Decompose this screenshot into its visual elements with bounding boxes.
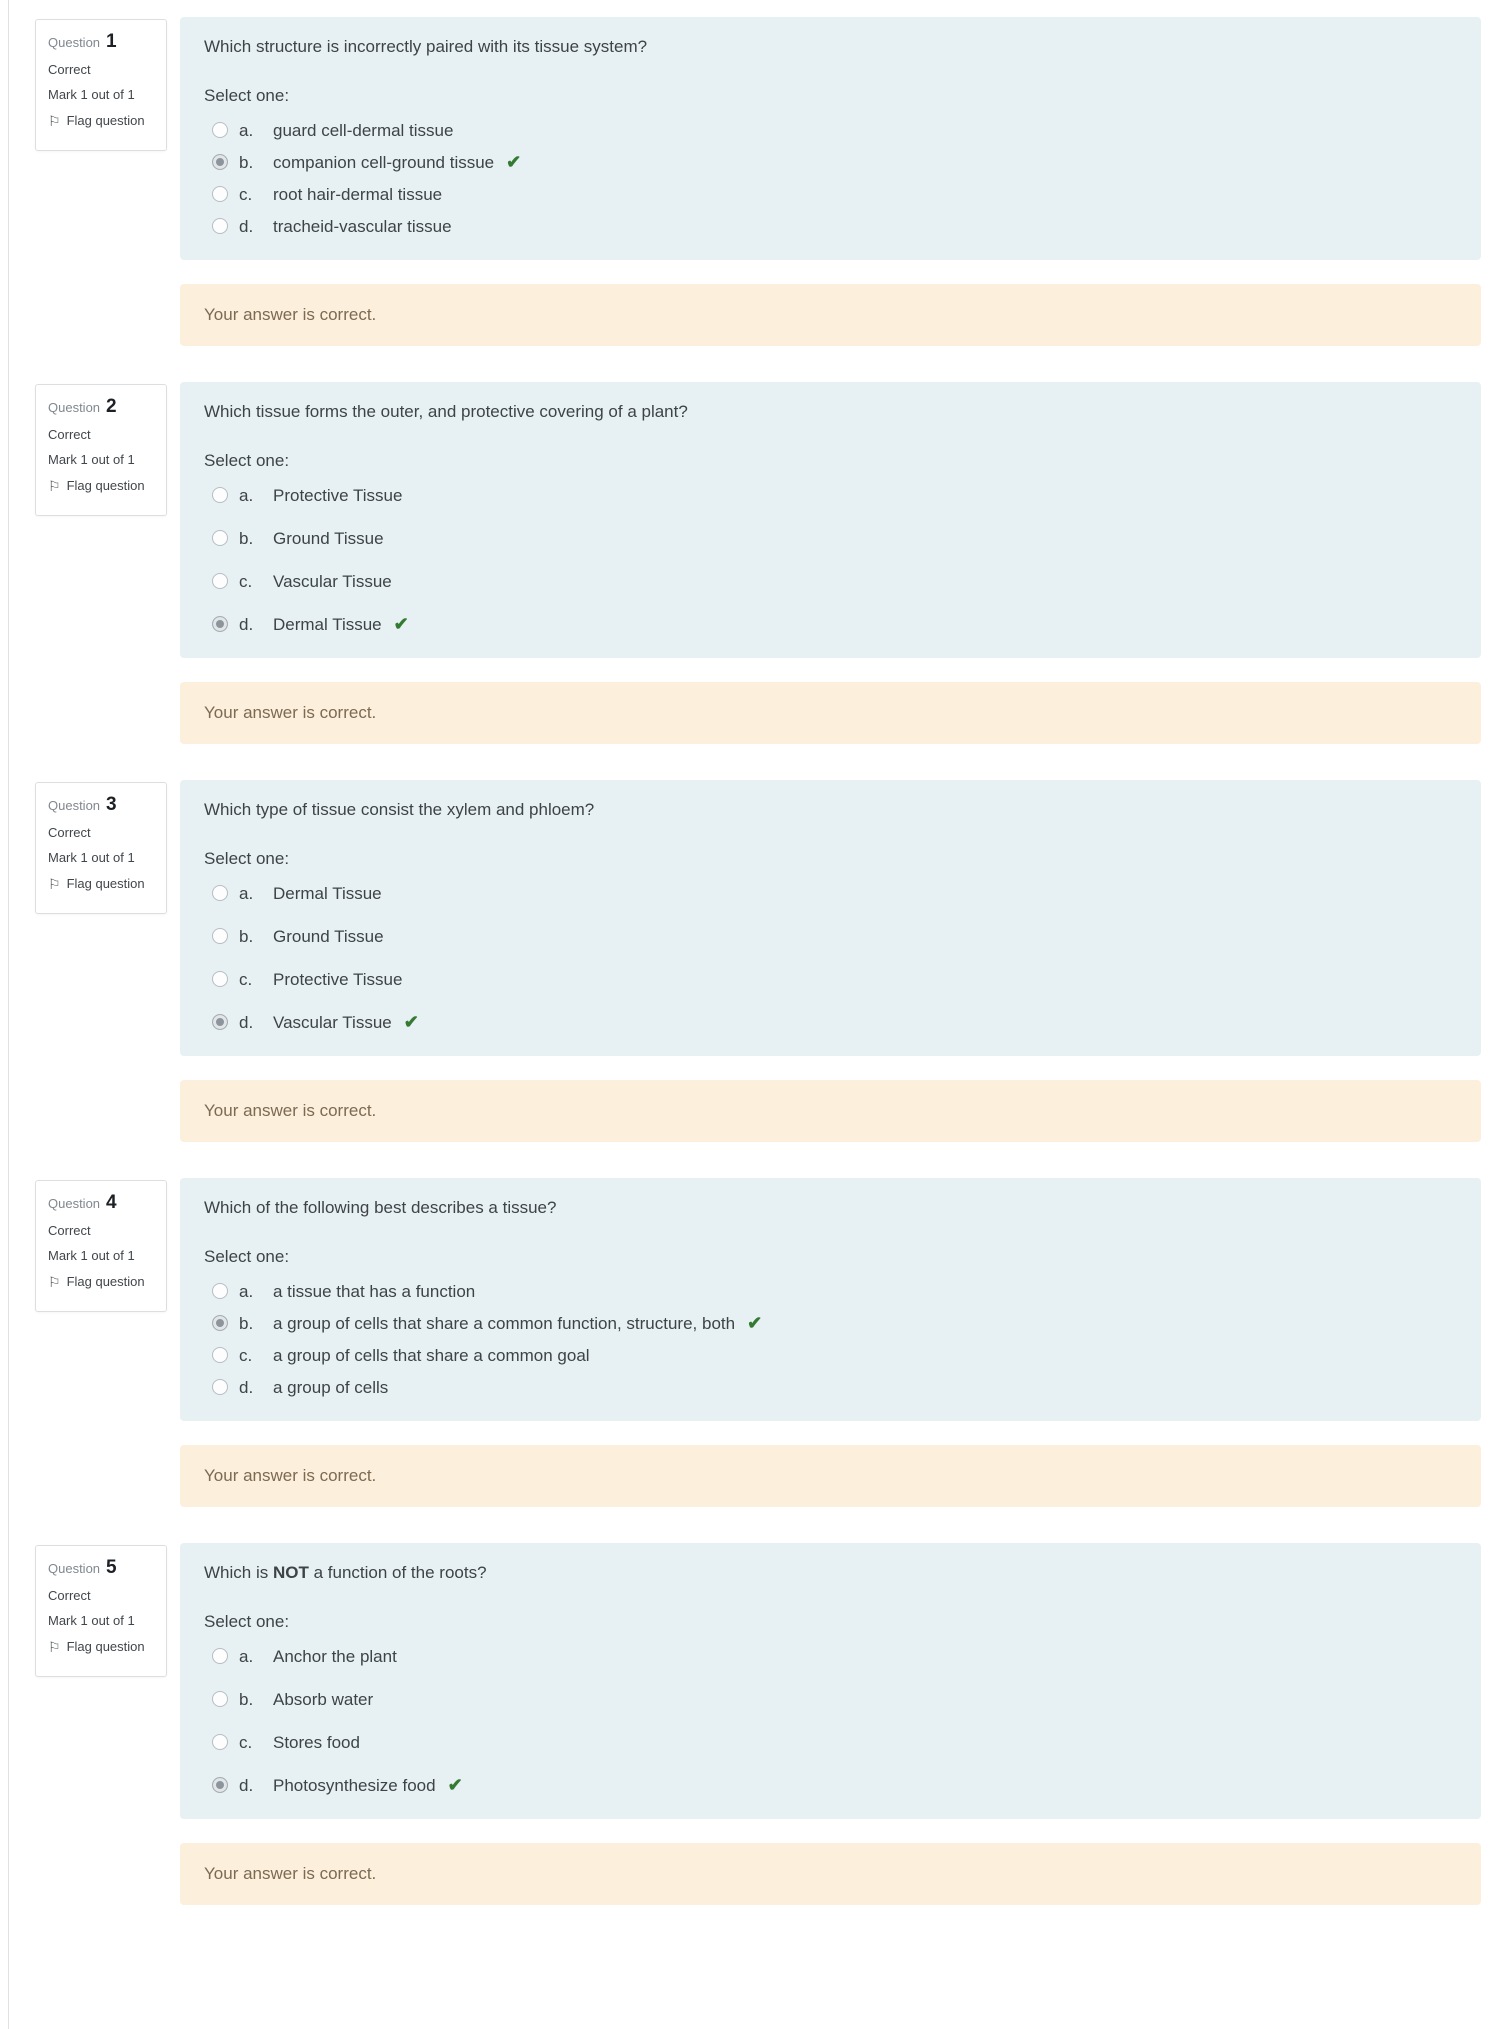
correct-check-icon: ✔ [393, 614, 409, 634]
option-text: a group of cells [273, 1378, 389, 1397]
question-number: 2 [106, 396, 117, 417]
correct-check-icon: ✔ [747, 1313, 763, 1333]
question-status: Correct [48, 427, 91, 442]
question-body [180, 1178, 1481, 1421]
question-label: Question [48, 1196, 101, 1211]
feedback-text: Your answer is correct. [204, 703, 377, 722]
flag-icon: ⚐ [48, 112, 61, 129]
option-letter: a. [239, 1282, 254, 1301]
answer-option [212, 1729, 1457, 1756]
question-number: 5 [106, 1557, 117, 1578]
question-text-part: Which structure is incorrectly paired with its tissue system? [204, 37, 648, 56]
question-text [204, 1561, 1457, 1585]
question-status: Correct [48, 62, 91, 77]
radio-selected[interactable] [212, 154, 228, 170]
option-text: Dermal Tissue [273, 884, 382, 903]
radio-unselected[interactable] [212, 1691, 228, 1707]
question-text-part: Which type of tissue consist the xylem and phloem? [204, 800, 595, 819]
option-letter: d. [239, 1776, 254, 1795]
radio-unselected[interactable] [212, 122, 228, 138]
question-text-part: NOT [272, 1563, 309, 1582]
question-status: Correct [48, 1223, 91, 1238]
answer-option [212, 525, 1457, 552]
answer-option [212, 117, 1457, 144]
question-content-column [180, 780, 1481, 1142]
flag-question-label: Flag question [66, 113, 145, 128]
question-heading [48, 396, 154, 418]
option-letter: c. [239, 1733, 253, 1752]
answer-option [212, 1342, 1457, 1369]
question-text-part: a function of the roots? [308, 1563, 487, 1582]
question-heading [48, 1557, 154, 1579]
question-status: Correct [48, 1588, 91, 1603]
question-status: Correct [48, 825, 91, 840]
flag-icon: ⚐ [48, 477, 61, 494]
question-text [204, 35, 1457, 59]
radio-unselected[interactable] [212, 885, 228, 901]
select-one-prompt: Select one: [204, 451, 290, 470]
option-text: companion cell-ground tissue [273, 153, 495, 172]
option-letter: c. [239, 572, 253, 591]
flag-question-label: Flag question [66, 1274, 145, 1289]
radio-unselected[interactable] [212, 971, 228, 987]
radio-unselected[interactable] [212, 186, 228, 202]
option-letter: a. [239, 121, 254, 140]
radio-unselected[interactable] [212, 1648, 228, 1664]
option-text: Dermal Tissue [273, 615, 382, 634]
flag-question-link[interactable] [48, 478, 154, 493]
feedback-text: Your answer is correct. [204, 1101, 377, 1120]
question-label: Question [48, 400, 101, 415]
option-letter: c. [239, 1346, 253, 1365]
answer-options [204, 117, 1457, 240]
question-mark: Mark 1 out of 1 [48, 87, 135, 102]
question-number: 4 [106, 1192, 117, 1213]
answer-option [212, 611, 1457, 638]
option-text: Ground Tissue [273, 927, 384, 946]
option-text: a group of cells that share a common goal [273, 1346, 590, 1365]
answer-option [212, 1772, 1457, 1799]
radio-selected[interactable] [212, 1014, 228, 1030]
answer-option [212, 149, 1457, 176]
question-content-column [180, 382, 1481, 744]
answer-option [212, 1009, 1457, 1036]
question-info-card [35, 1180, 167, 1312]
question-label: Question [48, 35, 101, 50]
question-list [0, 17, 1504, 1905]
question-body [180, 1543, 1481, 1819]
question-body [180, 382, 1481, 658]
answer-option [212, 923, 1457, 950]
answer-options [204, 1278, 1457, 1401]
option-letter: a. [239, 486, 254, 505]
select-one-prompt: Select one: [204, 1612, 290, 1631]
question-mark: Mark 1 out of 1 [48, 1248, 135, 1263]
question-info-card [35, 1545, 167, 1677]
answer-option [212, 966, 1457, 993]
option-letter: b. [239, 153, 254, 172]
radio-unselected[interactable] [212, 530, 228, 546]
question-content-column [180, 1178, 1481, 1507]
feedback-box [180, 1445, 1481, 1507]
option-text: Photosynthesize food [273, 1776, 436, 1795]
flag-icon: ⚐ [48, 875, 61, 892]
question-mark: Mark 1 out of 1 [48, 850, 135, 865]
feedback-box [180, 1843, 1481, 1905]
option-text: Absorb water [273, 1690, 374, 1709]
option-letter: a. [239, 884, 254, 903]
radio-selected[interactable] [212, 1315, 228, 1331]
question-text [204, 798, 1457, 822]
radio-unselected[interactable] [212, 1347, 228, 1363]
flag-icon: ⚐ [48, 1273, 61, 1290]
option-text: a tissue that has a function [273, 1282, 476, 1301]
answer-option [212, 1310, 1457, 1337]
question-text [204, 400, 1457, 424]
question-block [35, 17, 1481, 346]
question-content-column [180, 17, 1481, 346]
option-letter: b. [239, 1314, 254, 1333]
question-label: Question [48, 798, 101, 813]
question-number: 1 [106, 31, 117, 52]
option-letter: b. [239, 1690, 254, 1709]
radio-selected[interactable] [212, 616, 228, 632]
flag-question-link[interactable] [48, 1274, 154, 1289]
option-letter: d. [239, 1013, 254, 1032]
option-text: Anchor the plant [273, 1647, 397, 1666]
answer-option [212, 1686, 1457, 1713]
flag-icon: ⚐ [48, 1638, 61, 1655]
question-text [204, 1196, 1457, 1220]
feedback-text: Your answer is correct. [204, 1864, 377, 1883]
flag-question-label: Flag question [66, 1639, 145, 1654]
flag-question-link[interactable] [48, 876, 154, 891]
option-letter: c. [239, 970, 253, 989]
radio-unselected[interactable] [212, 1283, 228, 1299]
feedback-box [180, 682, 1481, 744]
question-text-part: Which of the following best describes a tissue? [204, 1198, 557, 1217]
question-info-card [35, 19, 167, 151]
answer-option [212, 1278, 1457, 1305]
option-letter: c. [239, 185, 253, 204]
radio-unselected[interactable] [212, 218, 228, 234]
option-text: guard cell-dermal tissue [273, 121, 454, 140]
option-letter: b. [239, 529, 254, 548]
radio-unselected[interactable] [212, 487, 228, 503]
answer-option [212, 181, 1457, 208]
feedback-text: Your answer is correct. [204, 1466, 377, 1485]
answer-options [204, 482, 1457, 638]
answer-option [212, 1643, 1457, 1670]
question-body [180, 17, 1481, 260]
option-text: Ground Tissue [273, 529, 384, 548]
flag-question-link[interactable] [48, 1639, 154, 1654]
answer-option [212, 213, 1457, 240]
answer-options [204, 1643, 1457, 1799]
radio-unselected[interactable] [212, 573, 228, 589]
feedback-text: Your answer is correct. [204, 305, 377, 324]
select-one-prompt: Select one: [204, 86, 290, 105]
page-left-border [8, 0, 9, 2029]
question-body [180, 780, 1481, 1056]
option-letter: d. [239, 1378, 254, 1397]
correct-check-icon: ✔ [447, 1775, 463, 1795]
radio-unselected[interactable] [212, 1734, 228, 1750]
question-heading [48, 31, 154, 53]
option-text: a group of cells that share a common function, structure, both [273, 1314, 736, 1333]
radio-selected[interactable] [212, 1777, 228, 1793]
correct-check-icon: ✔ [403, 1012, 419, 1032]
question-label: Question [48, 1561, 101, 1576]
option-letter: d. [239, 615, 254, 634]
question-number: 3 [106, 794, 117, 815]
option-text: Vascular Tissue [273, 572, 392, 591]
correct-check-icon: ✔ [506, 152, 522, 172]
option-text: Protective Tissue [273, 486, 403, 505]
radio-unselected[interactable] [212, 928, 228, 944]
question-heading [48, 1192, 154, 1214]
answer-option [212, 880, 1457, 907]
question-block [35, 382, 1481, 744]
flag-question-link[interactable] [48, 113, 154, 128]
question-text-part: Which is [204, 1563, 273, 1582]
select-one-prompt: Select one: [204, 849, 290, 868]
option-text: root hair-dermal tissue [273, 185, 443, 204]
radio-unselected[interactable] [212, 1379, 228, 1395]
feedback-box [180, 284, 1481, 346]
answer-option [212, 482, 1457, 509]
answer-option [212, 568, 1457, 595]
question-info-card [35, 782, 167, 914]
question-info-card [35, 384, 167, 516]
option-text: Vascular Tissue [273, 1013, 392, 1032]
option-letter: d. [239, 217, 254, 236]
option-text: tracheid-vascular tissue [273, 217, 452, 236]
option-text: Stores food [273, 1733, 360, 1752]
option-text: Protective Tissue [273, 970, 403, 989]
question-heading [48, 794, 154, 816]
question-mark: Mark 1 out of 1 [48, 452, 135, 467]
flag-question-label: Flag question [66, 876, 145, 891]
question-block [35, 780, 1481, 1142]
answer-options [204, 880, 1457, 1036]
option-letter: a. [239, 1647, 254, 1666]
flag-question-label: Flag question [66, 478, 145, 493]
feedback-box [180, 1080, 1481, 1142]
select-one-prompt: Select one: [204, 1247, 290, 1266]
question-mark: Mark 1 out of 1 [48, 1613, 135, 1628]
answer-option [212, 1374, 1457, 1401]
question-block [35, 1543, 1481, 1905]
question-text-part: Which tissue forms the outer, and protective covering of a plant? [204, 402, 688, 421]
option-letter: b. [239, 927, 254, 946]
question-block [35, 1178, 1481, 1507]
question-content-column [180, 1543, 1481, 1905]
